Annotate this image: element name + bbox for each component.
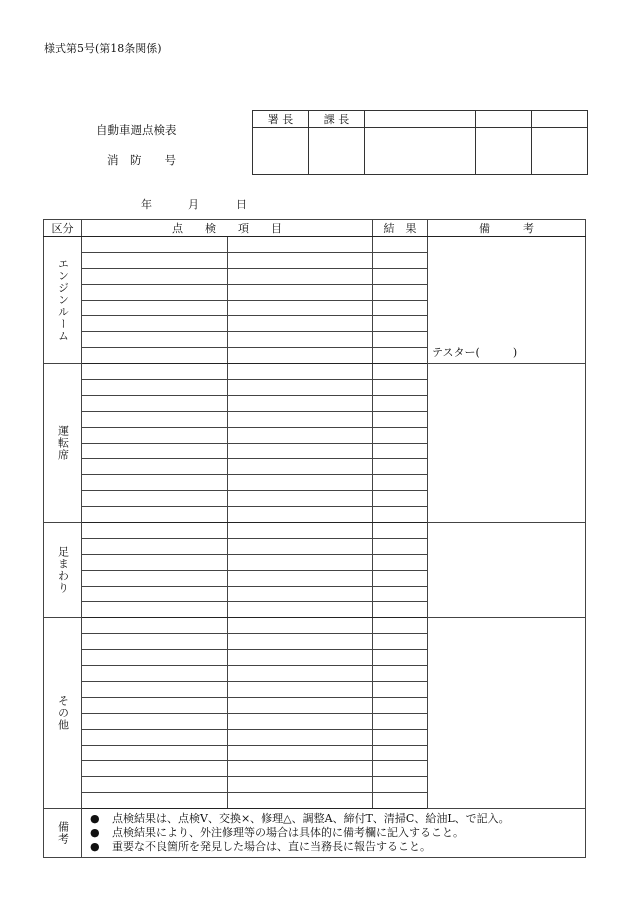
item-cell-b[interactable]	[228, 284, 373, 300]
section-label: 運転席	[56, 425, 70, 462]
result-cell[interactable]	[373, 395, 428, 411]
item-cell-a[interactable]	[82, 570, 228, 586]
bullet-icon: ●	[90, 812, 100, 826]
item-cell-a[interactable]	[82, 284, 228, 300]
header-category: 区分	[44, 220, 82, 237]
result-cell[interactable]	[373, 300, 428, 316]
table-row	[44, 237, 586, 253]
item-cell-b[interactable]	[228, 681, 373, 697]
table-row	[44, 364, 586, 380]
item-cell-b[interactable]	[228, 348, 373, 364]
stamp-header-chief: 署 長	[253, 111, 309, 128]
item-cell-a[interactable]	[82, 348, 228, 364]
item-cell-b[interactable]	[228, 793, 373, 809]
result-cell[interactable]	[373, 380, 428, 396]
item-cell-a[interactable]	[82, 268, 228, 284]
result-cell[interactable]	[373, 697, 428, 713]
result-cell[interactable]	[373, 284, 428, 300]
remarks-cell[interactable]	[428, 364, 586, 523]
section-label: 足まわり	[56, 546, 70, 595]
item-cell-b[interactable]	[228, 491, 373, 507]
stamp-header-section-chief: 課 長	[309, 111, 365, 128]
department-label: 消 防 号	[107, 153, 176, 167]
table-row	[44, 523, 586, 539]
item-cell-a[interactable]	[82, 459, 228, 475]
item-cell-b[interactable]	[228, 745, 373, 761]
stamp-header-4	[476, 111, 532, 128]
item-cell-a[interactable]	[82, 523, 228, 539]
item-cell-a[interactable]	[82, 634, 228, 650]
item-cell-a[interactable]	[82, 491, 228, 507]
result-cell[interactable]	[373, 618, 428, 634]
section-label-cell	[44, 523, 82, 618]
item-cell-a[interactable]	[82, 507, 228, 523]
result-cell[interactable]	[373, 586, 428, 602]
approval-stamp-box	[252, 110, 588, 175]
item-cell-b[interactable]	[228, 666, 373, 682]
item-cell-b[interactable]	[228, 538, 373, 554]
item-cell-b[interactable]	[228, 554, 373, 570]
item-cell-a[interactable]	[82, 316, 228, 332]
item-cell-a[interactable]	[82, 761, 228, 777]
notes-row	[44, 809, 586, 858]
item-cell-a[interactable]	[82, 443, 228, 459]
item-cell-b[interactable]	[228, 332, 373, 348]
result-cell[interactable]	[373, 491, 428, 507]
result-cell[interactable]	[373, 523, 428, 539]
item-cell-a[interactable]	[82, 618, 228, 634]
result-cell[interactable]	[373, 475, 428, 491]
section-label-cell	[44, 618, 82, 809]
tester-note: テスター( )	[432, 346, 518, 360]
note-line-2	[82, 826, 585, 840]
item-cell-a[interactable]	[82, 793, 228, 809]
item-cell-b[interactable]	[228, 570, 373, 586]
section-label-cell	[44, 364, 82, 523]
bullet-icon: ●	[90, 840, 100, 854]
item-cell-b[interactable]	[228, 380, 373, 396]
form-title: 自動車週点検表	[96, 123, 177, 137]
date-day: 日	[236, 198, 247, 211]
result-cell[interactable]	[373, 570, 428, 586]
result-cell[interactable]	[373, 554, 428, 570]
note-text-3: 重要な不良箇所を発見した場合は、直に当務長に報告すること。	[112, 840, 431, 854]
form-number: 様式第5号(第18条関係)	[44, 42, 162, 55]
result-cell[interactable]	[373, 650, 428, 666]
item-cell-b[interactable]	[228, 713, 373, 729]
item-cell-b[interactable]	[228, 459, 373, 475]
item-cell-b[interactable]	[228, 427, 373, 443]
result-cell[interactable]	[373, 666, 428, 682]
item-cell-a[interactable]	[82, 586, 228, 602]
item-cell-a[interactable]	[82, 364, 228, 380]
item-cell-b[interactable]	[228, 237, 373, 253]
item-cell-b[interactable]	[228, 602, 373, 618]
item-cell-b[interactable]	[228, 618, 373, 634]
item-cell-a[interactable]	[82, 554, 228, 570]
result-cell[interactable]	[373, 761, 428, 777]
item-cell-a[interactable]	[82, 729, 228, 745]
item-cell-a[interactable]	[82, 395, 228, 411]
stamp-cell[interactable]	[532, 128, 588, 175]
result-cell[interactable]	[373, 364, 428, 380]
header-result: 結 果	[373, 220, 428, 237]
note-line-1	[82, 812, 585, 826]
note-line-3	[82, 840, 585, 854]
item-cell-b[interactable]	[228, 443, 373, 459]
item-cell-a[interactable]	[82, 411, 228, 427]
item-cell-b[interactable]	[228, 777, 373, 793]
notes-label-cell	[44, 809, 82, 858]
item-cell-b[interactable]	[228, 364, 373, 380]
item-cell-a[interactable]	[82, 745, 228, 761]
item-cell-a[interactable]	[82, 475, 228, 491]
section-label: その他	[56, 695, 70, 732]
sections-body	[44, 237, 586, 809]
result-cell[interactable]	[373, 348, 428, 364]
item-cell-b[interactable]	[228, 523, 373, 539]
header-remarks: 備 考	[428, 220, 586, 237]
section-label: エンジンルーム	[56, 258, 70, 343]
item-cell-b[interactable]	[228, 586, 373, 602]
item-cell-a[interactable]	[82, 380, 228, 396]
notes-label: 備考	[56, 821, 70, 846]
stamp-header-3	[365, 111, 476, 128]
result-cell[interactable]	[373, 443, 428, 459]
date-month: 月	[188, 198, 199, 211]
item-cell-b[interactable]	[228, 316, 373, 332]
result-cell[interactable]	[373, 332, 428, 348]
date-year: 年	[141, 198, 152, 211]
item-cell-b[interactable]	[228, 475, 373, 491]
item-cell-b[interactable]	[228, 252, 373, 268]
stamp-cell[interactable]	[309, 128, 365, 175]
result-cell[interactable]	[373, 507, 428, 523]
result-cell[interactable]	[373, 793, 428, 809]
item-cell-a[interactable]	[82, 252, 228, 268]
item-cell-a[interactable]	[82, 666, 228, 682]
item-cell-b[interactable]	[228, 697, 373, 713]
header-item: 点 検 項 目	[82, 220, 373, 237]
remarks-cell[interactable]	[428, 618, 586, 809]
result-cell[interactable]	[373, 634, 428, 650]
result-cell[interactable]	[373, 745, 428, 761]
remarks-cell[interactable]	[428, 523, 586, 618]
item-cell-a[interactable]	[82, 697, 228, 713]
item-cell-b[interactable]	[228, 761, 373, 777]
item-cell-b[interactable]	[228, 650, 373, 666]
stamp-header-5	[532, 111, 588, 128]
result-cell[interactable]	[373, 459, 428, 475]
item-cell-b[interactable]	[228, 634, 373, 650]
item-cell-a[interactable]	[82, 237, 228, 253]
result-cell[interactable]	[373, 538, 428, 554]
item-cell-a[interactable]	[82, 427, 228, 443]
notes-cell	[82, 809, 586, 858]
stamp-cell[interactable]	[365, 128, 476, 175]
remarks-cell[interactable]	[428, 237, 586, 364]
item-cell-a[interactable]	[82, 681, 228, 697]
bullet-icon: ●	[90, 826, 100, 840]
result-cell[interactable]	[373, 252, 428, 268]
table-row	[44, 618, 586, 634]
note-text-2: 点検結果により、外注修理等の場合は具体的に備考欄に記入すること。	[112, 826, 464, 840]
item-cell-b[interactable]	[228, 729, 373, 745]
stamp-cell[interactable]	[253, 128, 309, 175]
section-label-cell	[44, 237, 82, 364]
item-cell-b[interactable]	[228, 411, 373, 427]
result-cell[interactable]	[373, 411, 428, 427]
result-cell[interactable]	[373, 316, 428, 332]
item-cell-a[interactable]	[82, 650, 228, 666]
item-cell-b[interactable]	[228, 268, 373, 284]
result-cell[interactable]	[373, 729, 428, 745]
stamp-cell[interactable]	[476, 128, 532, 175]
result-cell[interactable]	[373, 268, 428, 284]
table-header-row	[44, 220, 586, 237]
item-cell-b[interactable]	[228, 507, 373, 523]
item-cell-a[interactable]	[82, 300, 228, 316]
result-cell[interactable]	[373, 602, 428, 618]
item-cell-a[interactable]	[82, 713, 228, 729]
result-cell[interactable]	[373, 777, 428, 793]
item-cell-b[interactable]	[228, 300, 373, 316]
item-cell-a[interactable]	[82, 538, 228, 554]
item-cell-a[interactable]	[82, 602, 228, 618]
item-cell-a[interactable]	[82, 332, 228, 348]
result-cell[interactable]	[373, 713, 428, 729]
item-cell-b[interactable]	[228, 395, 373, 411]
result-cell[interactable]	[373, 427, 428, 443]
item-cell-a[interactable]	[82, 777, 228, 793]
result-cell[interactable]	[373, 681, 428, 697]
inspection-table	[43, 219, 586, 858]
result-cell[interactable]	[373, 237, 428, 253]
note-text-1: 点検結果は、点検V、交換×、修理△、調整A、締付T、清掃C、給油L、で記入。	[112, 812, 510, 826]
